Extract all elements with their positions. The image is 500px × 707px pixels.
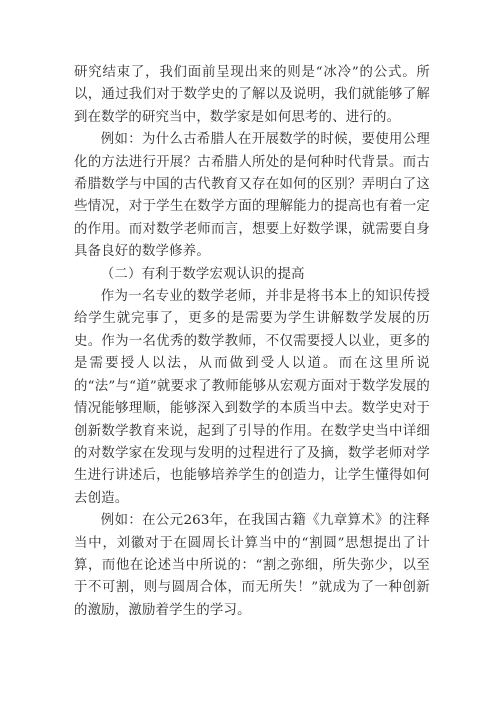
paragraph-liuhui-example: 例如：在公元263年，在我国古籍《九章算术》的注释当中，刘徽对于在圆周长计算当中的“割圆”思想提出了计算，而他在论述当中所说的：“割之弥细，所失弥少，以至于不可割，则与圆周合体，而无所失！”就成为了一种创新的激励，激励着学生的学习。 [74, 513, 430, 618]
paragraph-formula-conclusion: 研究结束了，我们面前呈现出来的则是“冰冷”的公式。所以，通过我们对于数学史的了解以及说明，我们就能够了解到在数学的研究当中，数学家是如何思考的、进行的。 [74, 65, 430, 125]
paragraph-greek-example: 例如：为什么古希腊人在开展数学的时候，要使用公理化的方法进行开展？古希腊人所处的是何种时代背景。而古希腊数学与中国的古代教育又存在如何的区别？弄明白了这些情况，对于学生在数学方面的理解能力的提高也有着一定的作用。而对数学老师而言，想要上好数学课，就需要自身具备良好的数学修养。 [74, 132, 430, 260]
section-heading: （二）有利于数学宏观认识的提高 [100, 266, 305, 282]
paragraph-teacher-role: 作为一名专业的数学老师，并非是将书本上的知识传授给学生就完事了，更多的是需要为学生讲解数学发展的历史。作为一名优秀的数学教师，不仅需要授人以业，更多的是需要授人以法，从而做到受人以道。而在这里所说的“法”与“道”就要求了教师能够从宏观方面对于数学发展的情况能够理顺，能够深入到数学的本质当中去。数学史对于创新数学教育来说，起到了引导的作用。在数学史当中详细的对数学家在发现与发明的过程进行了及摘，数学老师对学生进行讲述后，也能够培养学生的创造力，让学生懂得如何去创造。 [74, 289, 430, 506]
document-page [74, 62, 430, 622]
